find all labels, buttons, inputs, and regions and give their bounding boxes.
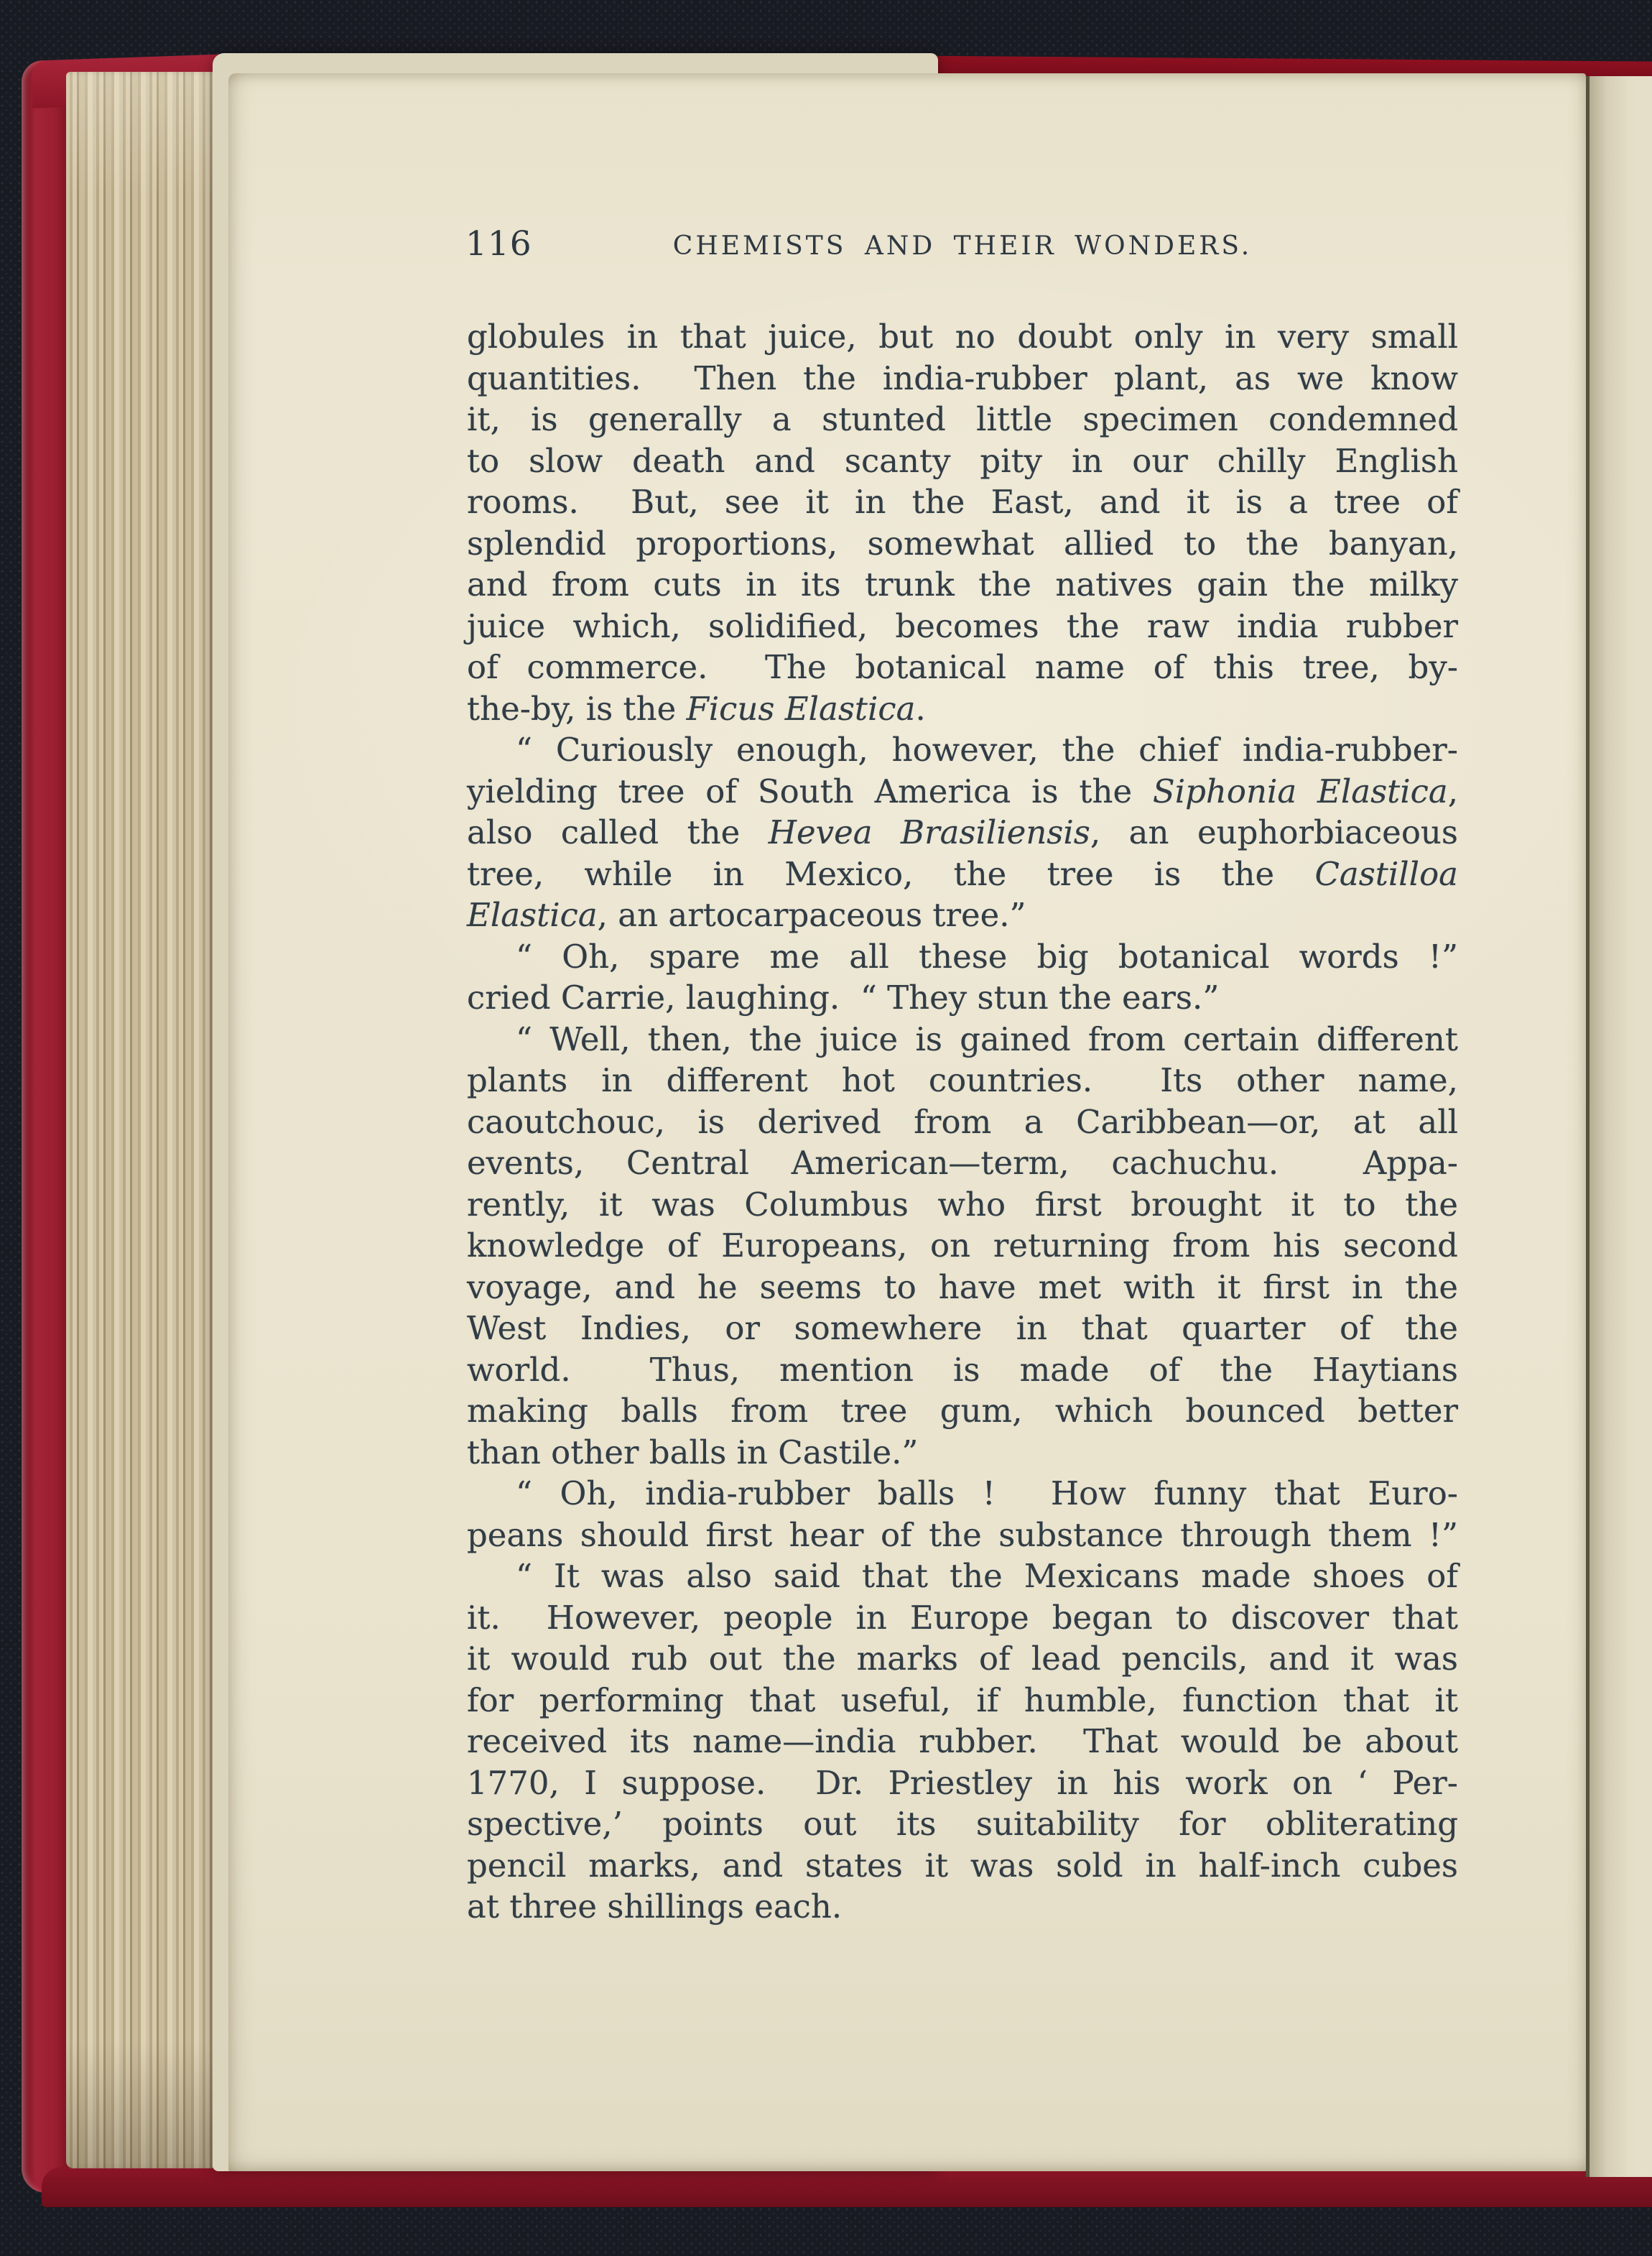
book-cover-left-edge — [22, 60, 69, 2193]
text-line: plants in different hot countries. Its other name, — [467, 1061, 1458, 1099]
text-line: and from cuts in its trunk the natives gain the milky — [467, 565, 1458, 604]
text-line: at three shillings each. — [467, 1887, 843, 1926]
text-line: globules in that juice, but no doubt only in very small — [467, 318, 1458, 356]
text-line: West Indies, or somewhere in that quarter of the — [467, 1309, 1458, 1347]
text-line: juice which, solidified, becomes the raw india rubber — [467, 606, 1458, 645]
text-line: the-by, is the Ficus Elastica. — [467, 689, 926, 728]
text-line: received its name—india rubber. That would be about — [467, 1722, 1458, 1760]
text-line: spective,’ points out its suitability for obliterating — [467, 1805, 1458, 1843]
text-line: “ Well, then, the juice is gained from certain different — [516, 1020, 1458, 1058]
book-page — [228, 73, 1586, 2171]
text-line: splendid proportions, somewhat allied to the banyan, — [467, 524, 1458, 563]
text-line: also called the Hevea Brasiliensis, an euphorbiaceous — [467, 813, 1458, 851]
text-line: of commerce. The botanical name of this tree, by- — [467, 648, 1458, 686]
text-line: it would rub out the marks of lead pencils, and it was — [467, 1640, 1458, 1678]
text-line: Elastica, an artocarpaceous tree.” — [467, 896, 1026, 934]
facing-page-edge — [1586, 76, 1652, 2177]
page-edge-stack — [66, 72, 228, 2168]
body-text — [467, 316, 1458, 1928]
page-number: 116 — [465, 224, 532, 264]
text-line: events, Central American—term, cachuchu. Appa- — [467, 1144, 1458, 1182]
text-line: tree, while in Mexico, the tree is the Castilloa — [467, 854, 1458, 893]
text-line: caoutchouc, is derived from a Caribbean—or, at all — [467, 1102, 1458, 1141]
text-line: it, is generally a stunted little specimen condemned — [467, 400, 1458, 438]
text-line: cried Carrie, laughing. “ They stun the ears.” — [467, 979, 1220, 1017]
text-line: pencil marks, and states it was sold in half-inch cubes — [467, 1846, 1458, 1885]
page-header — [467, 224, 1458, 274]
text-line: “ Curiously enough, however, the chief india-rubber- — [516, 731, 1458, 769]
text-line: rooms. But, see it in the East, and it is a tree of — [467, 483, 1458, 521]
text-line: “ Oh, spare me all these big botanical words !” — [516, 937, 1458, 976]
text-line: voyage, and he seems to have met with it first in the — [467, 1267, 1458, 1306]
text-line: to slow death and scanty pity in our chilly English — [467, 441, 1458, 480]
text-line: yielding tree of South America is the Siphonia Elastica, — [467, 772, 1458, 810]
book-cover-bottom-edge — [42, 2167, 1652, 2207]
text-line: it. However, people in Europe began to discover that — [467, 1598, 1458, 1637]
text-line: quantities. Then the india-rubber plant, as we know — [467, 359, 1458, 397]
text-line: than other balls in Castile.” — [467, 1433, 919, 1471]
text-line: for performing that useful, if humble, function that it — [467, 1681, 1458, 1719]
text-line: “ It was also said that the Mexicans made shoes of — [516, 1557, 1458, 1595]
text-line: 1770, I suppose. Dr. Priestley in his work on ‘ Per- — [467, 1763, 1458, 1802]
text-line: “ Oh, india-rubber balls ! How funny that Euro- — [516, 1474, 1458, 1512]
text-line: peans should first hear of the substance through them !” — [467, 1515, 1458, 1554]
text-line: knowledge of Europeans, on returning from his second — [467, 1226, 1458, 1265]
text-line: making balls from tree gum, which bounced better — [467, 1392, 1458, 1430]
text-line: rently, it was Columbus who first brought it to the — [467, 1185, 1458, 1224]
text-line: world. Thus, mention is made of the Haytians — [467, 1350, 1458, 1389]
running-head: CHEMISTS AND THEIR WONDERS. — [672, 231, 1253, 261]
